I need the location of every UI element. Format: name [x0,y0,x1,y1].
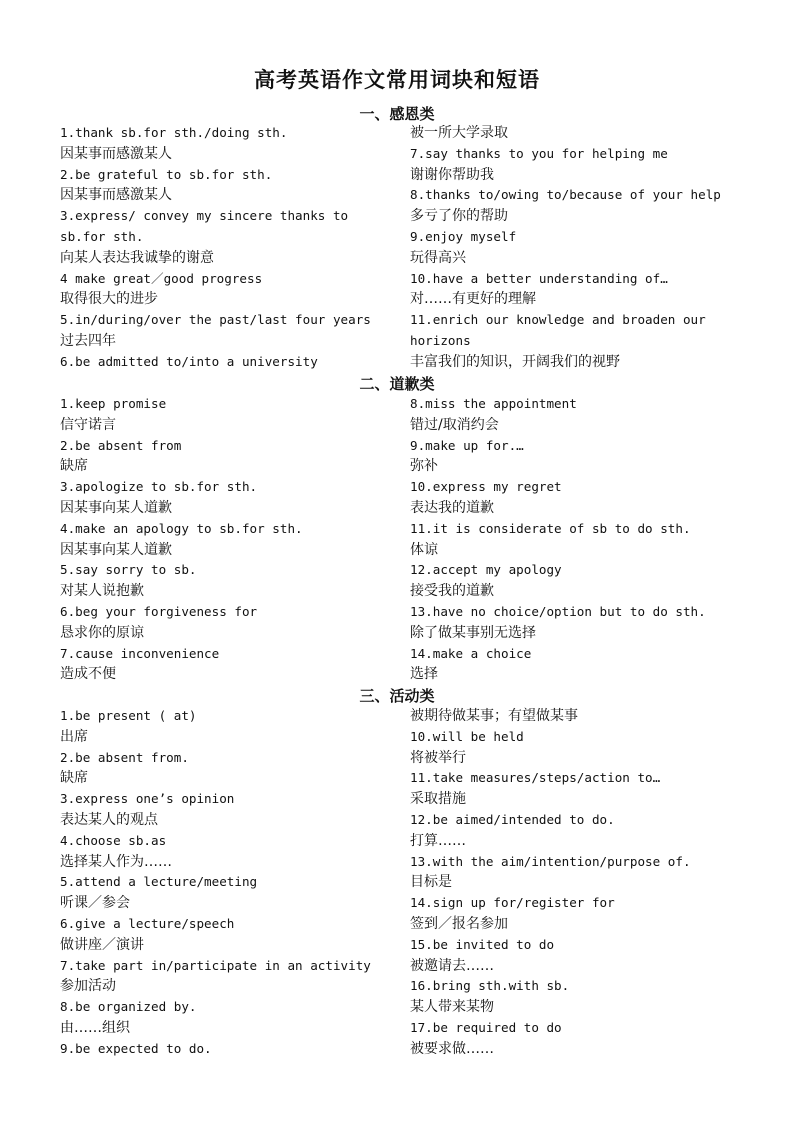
phrase-chinese: 采取措施 [410,791,466,808]
phrase-english: 6.be admitted to/into a university [60,353,318,369]
phrase-english: 11.enrich our knowledge and broaden our [410,312,706,328]
phrase-chinese: 接受我的道歉 [410,583,494,600]
phrase-english: 12.accept my apology [410,562,562,578]
phrase-chinese: 缺席 [60,770,88,787]
phrase-chinese: 谢谢你帮助我 [410,166,494,183]
phrase-english: 5.say sorry to sb. [60,562,197,578]
phrase-chinese: 恳求你的原谅 [60,624,144,641]
phrase-english: 10.will be held [410,728,524,744]
phrase-english: 2.be absent from. [60,749,189,765]
phrase-chinese: 丰富我们的知识，开阔我们的视野 [410,353,620,370]
phrase-chinese: 多亏了你的帮助 [410,208,508,225]
phrase-chinese: 向某人表达我诚挚的谢意 [60,249,214,266]
phrase-english: 1.be present ( at) [60,708,197,723]
phrase-english: 2.be absent from [60,437,182,453]
phrase-chinese: 玩得高兴 [410,249,466,266]
phrase-english: 3.express one’s opinion [60,791,235,807]
phrase-english: 5.attend a lecture/meeting [60,874,258,890]
phrase-english: 10.have a better understanding of… [410,270,668,286]
phrase-chinese: 由……组织 [60,1019,130,1036]
phrase-chinese: 将被举行 [410,749,466,766]
phrase-english: 6.give a lecture/speech [60,915,235,931]
phrase-english: 17.be required to do [410,1019,562,1035]
phrase-chinese: 因某事而感激某人 [60,145,172,162]
phrase-english: 9.enjoy myself [410,228,517,244]
phrase-chinese: 目标是 [410,874,452,891]
phrase-chinese: 弥补 [410,458,438,475]
phrase-english: 7.cause inconvenience [60,645,220,661]
phrase-english: 1.thank sb.for sth./doing sth. [60,125,288,140]
phrase-chinese: 被邀请去…… [410,957,494,974]
phrase-english: 13.with the aim/intention/purpose of. [410,853,691,869]
phrase-english: 4.make an apology to sb.for sth. [60,520,303,536]
phrase-chinese: 选择 [410,666,438,683]
phrase-english: 4 make great／good progress [60,270,263,286]
phrase-chinese: 造成不便 [60,666,116,683]
phrase-chinese: 错过/取消约会 [410,416,499,433]
phrase-english: 8.thanks to/owing to/because of your help [410,187,721,203]
phrase-english: 6.beg your forgiveness for [60,603,258,619]
phrase-chinese: 缺席 [60,458,88,475]
phrase-chinese: 体谅 [410,541,438,558]
phrase-chinese: 被要求做…… [410,1040,494,1057]
phrase-english: 9.make up for.… [410,437,524,453]
phrase-english: 3.express/ convey my sincere thanks to [60,208,349,224]
section-heading-apology: 二、道歉类 [359,375,435,393]
phrase-chinese: 参加活动 [60,978,116,995]
phrase-chinese: 表达我的道歉 [410,499,494,516]
section-heading-gratitude: 一、感恩类 [359,105,435,123]
phrase-chinese: 表达某人的观点 [60,811,158,828]
phrase-chinese: 被期待做某事；有望做某事 [410,708,578,724]
phrase-english: 14.make a choice [410,645,532,661]
phrase-chinese: 做讲座／演讲 [60,936,144,953]
phrase-english: 16.bring sth.with sb. [410,978,570,994]
phrase-chinese: 除了做某事别无选择 [410,624,536,641]
phrase-chinese: 因某事向某人道歉 [60,499,172,516]
phrase-english: horizons [410,332,471,348]
phrase-chinese: 听课／参会 [60,895,130,912]
section-heading-activity: 三、活动类 [359,687,435,705]
section-apology-left-column [60,394,405,685]
section-activity-right-column [410,706,755,1060]
section-apology-right-column [410,394,755,685]
phrase-english: 13.have no choice/option but to do sth. [410,603,706,619]
phrase-english: 2.be grateful to sb.for sth. [60,166,273,182]
phrase-chinese: 选择某人作为…… [60,853,172,870]
phrase-english: 8.miss the appointment [410,396,577,411]
phrase-english: 11.take measures/steps/action to… [410,770,661,786]
phrase-chinese: 过去四年 [60,332,116,349]
phrase-chinese: 信守诺言 [60,416,116,433]
phrase-english: sb.for sth. [60,228,144,244]
section-gratitude-right-column [410,123,755,373]
phrase-chinese: 因某事向某人道歉 [60,541,172,558]
phrase-english: 1.keep promise [60,396,167,411]
phrase-chinese: 出席 [60,728,88,745]
phrase-english: 15.be invited to do [410,936,555,952]
phrase-chinese: 打算…… [410,832,466,849]
phrase-english: 9.be expected to do. [60,1040,212,1056]
phrase-english: 7.say thanks to you for helping me [410,145,668,161]
section-activity-left-column [60,706,405,1060]
phrase-chinese: 签到／报名参加 [410,915,508,932]
section-gratitude-left-column [60,123,405,373]
page-title: 高考英语作文常用词块和短语 [254,68,540,92]
phrase-english: 11.it is considerate of sb to do sth. [410,520,691,536]
phrase-chinese: 对……有更好的理解 [410,291,536,308]
phrase-english: 7.take part in/participate in an activity [60,957,371,973]
phrase-english: 4.choose sb.as [60,832,167,848]
phrase-english: 14.sign up for/register for [410,895,615,911]
phrase-chinese: 被一所大学录取 [410,125,508,141]
phrase-english: 10.express my regret [410,479,562,495]
phrase-chinese: 因某事而感激某人 [60,187,172,204]
phrase-chinese: 某人带来某物 [410,999,494,1016]
phrase-english: 8.be organized by. [60,999,197,1015]
phrase-chinese: 取得很大的进步 [60,291,158,308]
phrase-english: 3.apologize to sb.for sth. [60,479,258,495]
phrase-english: 5.in/during/over the past/last four years [60,312,371,328]
phrase-chinese: 对某人说抱歉 [60,583,144,600]
phrase-english: 12.be aimed/intended to do. [410,811,615,827]
